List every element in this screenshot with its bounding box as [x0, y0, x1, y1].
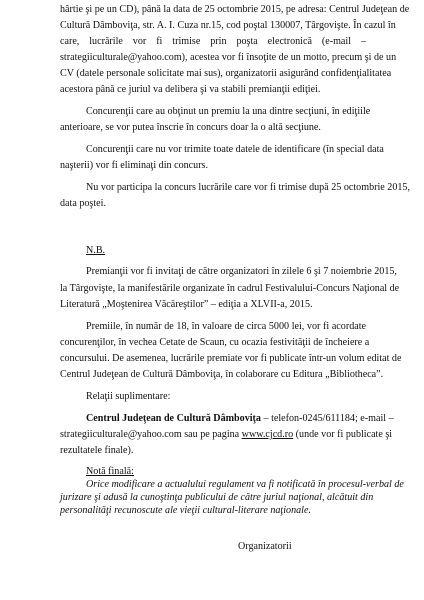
institution-name: Centrul Judeţean de Cultură Dâmboviţa — [86, 413, 261, 424]
paragraph-line: Concurenţii care nu vor trimite toate datele de identificare (în special data — [86, 144, 384, 155]
contact-heading: Relaţii suplimentare: — [86, 391, 171, 402]
contact-line — [86, 412, 394, 425]
paragraph-line: acestora până ce juriul va delibera şi va stabili premianţii ediţiei. — [60, 84, 321, 95]
paragraph-line: concursului. De asemenea, lucrările premiate vor fi publicate într-un volum editat de — [60, 353, 402, 364]
paragraph-line: hârtie şi pe un CD), până la data de 25 octombrie 2015, pe adresa: Centrul Judeţean de — [60, 4, 410, 15]
email-text: strategiiculturale@yahoo.com sau pe pagina — [60, 429, 242, 440]
final-note-heading: Notă finală: — [86, 466, 134, 477]
signature: Organizatorii — [238, 541, 292, 552]
paragraph-line: anterioare, se vor putea înscrie în concurs doar la o altă secţiune. — [60, 122, 321, 133]
final-note-line: Orice modificare a actualului regulament va fi notificată în procesul-verbal de — [86, 479, 404, 490]
contact-note: (unde vor fi publicate şi — [293, 429, 393, 440]
paragraph-line: Cultură Dâmboviţa, str. A. I. Cuza nr.15, cod poştal 130007, Târgovişte. În cazul în — [60, 20, 396, 31]
final-note-line: jurizare şi adusă la cunoştinţa publicului de către juriul naţional, alcătuit din — [60, 492, 374, 503]
paragraph-line: Nu vor participa la concurs lucrările care vor fi trimise după 25 octombrie 2015, — [86, 182, 411, 193]
paragraph-line: Premiile, în număr de 18, în valoare de circa 5000 lei, vor fi acordate — [86, 321, 366, 332]
paragraph-line: Concurenţii care au obţinut un premiu la una dintre secţiuni, în ediţiile — [86, 106, 371, 117]
contact-line — [60, 428, 392, 441]
website-link[interactable]: www.cjcd.ro — [241, 429, 294, 440]
paragraph-line: data poştei. — [60, 198, 106, 209]
paragraph-line: Literatură „Moştenirea Văcăreştilor” – ediţia a XLVII-a, 2015. — [60, 299, 313, 310]
paragraph-line: concurenţilor, în vechea Cetate de Scaun, cu ocazia festivităţii de încheiere a — [60, 337, 370, 348]
final-note-line: personalităţi recunoscute ale vieţii cultural-literare naţionale. — [60, 505, 311, 516]
paragraph-line: care, lucrările vor fi trimise prin poşta electronică (e-mail – — [60, 36, 366, 47]
paragraph-line: la Târgovişte, la manifestările organizate în cadrul Festivalului-Concurs Naţional de — [60, 283, 400, 294]
contact-details: – telefon-0245/611184; e-mail – — [260, 413, 394, 424]
paragraph-line: CV (datele personale solicitate mai sus), organizatorii asigurând confidenţialitatea — [60, 68, 392, 79]
paragraph-line: rezultatele finale). — [60, 445, 134, 456]
nb-heading: N.B. — [86, 245, 106, 256]
paragraph-line: naşterii) vor fi eliminaţi din concurs. — [60, 160, 209, 171]
paragraph-line: Premianţii vor fi invitaţi de către organizatori în zilele 6 şi 7 noiembrie 2015, — [86, 266, 397, 277]
paragraph-line: strategiiculturale@yahoo.com), acestea vor fi însoţite de un motto, precum şi de un — [60, 52, 397, 63]
paragraph-line: Centrul Judeţean de Cultură Dâmboviţa, în colaborare cu Editura „Bibliotheca”. — [60, 369, 384, 380]
